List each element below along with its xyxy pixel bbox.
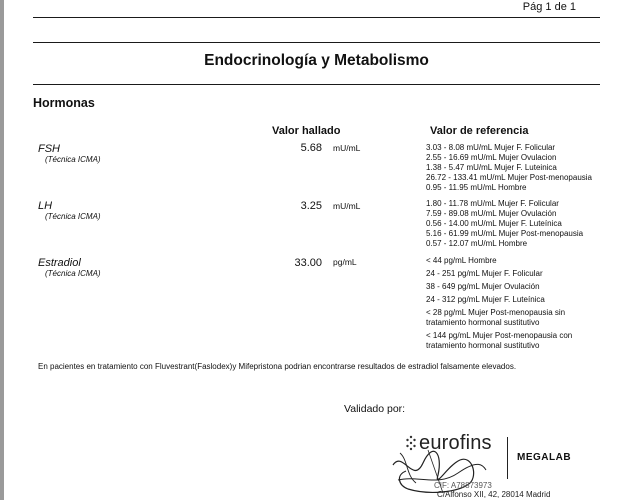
test-name-estradiol: Estradiol xyxy=(38,257,81,269)
test-unit-lh: mU/mL xyxy=(333,201,361,211)
page-edge xyxy=(0,0,4,500)
lab-name: MEGALAB xyxy=(517,452,572,463)
page-number: Pág 1 de 1 xyxy=(522,1,576,13)
reference-item: 24 - 251 pg/mL Mujer F. Folicular xyxy=(426,269,543,278)
test-unit-estradiol: pg/mL xyxy=(333,257,357,267)
test-value-lh: 3.25 xyxy=(300,200,322,212)
reference-item: < 44 pg/mL Hombre xyxy=(426,256,497,265)
reference-list-estradiol xyxy=(426,256,616,351)
test-technique-lh: (Técnica ICMA) xyxy=(45,212,101,221)
reference-item: 2.55 - 16.69 mU/mL Mujer Ovulacion xyxy=(426,153,557,162)
reference-list-fsh xyxy=(426,143,616,193)
reference-item: 0.95 - 11.95 mU/mL Hombre xyxy=(426,183,527,192)
reference-item: 3.03 - 8.08 mU/mL Mujer F. Folicular xyxy=(426,143,556,152)
test-value-estradiol: 33.00 xyxy=(294,257,322,269)
logo-separator xyxy=(507,437,508,479)
test-technique-estradiol: (Técnica ICMA) xyxy=(45,269,101,278)
reference-item: 1.80 - 11.78 mU/mL Mujer F. Folicular xyxy=(426,199,559,208)
test-name-fsh: FSH xyxy=(38,143,60,155)
title-rule-bottom xyxy=(33,84,600,85)
top-rule xyxy=(33,17,600,18)
reference-item: 38 - 649 pg/mL Mujer Ovulación xyxy=(426,282,540,291)
title-rule-top xyxy=(33,42,600,43)
reference-item: 1.38 - 5.47 mU/mL Mujer F. Luteinica xyxy=(426,163,557,172)
test-value-fsh: 5.68 xyxy=(300,142,322,154)
reference-list-lh xyxy=(426,199,616,249)
reference-item: 0.56 - 14.00 mU/mL Mujer F. Luteínica xyxy=(426,219,562,228)
cif-number: CIF: A78873973 xyxy=(434,481,492,490)
reference-item: 5.16 - 61.99 mU/mL Mujer Post-menopausia xyxy=(426,229,584,238)
reference-item: 0.57 - 12.07 mU/mL Hombre xyxy=(426,239,528,248)
section-title: Hormonas xyxy=(33,96,95,110)
lab-address: C/Alfonso XII, 42, 28014 Madrid xyxy=(437,490,551,499)
reference-item: < 28 pg/mL Mujer Post-menopausia sin tratamiento hormonal sustitutivo xyxy=(426,308,566,327)
col-value-header: Valor hallado xyxy=(272,125,341,137)
test-name-lh: LH xyxy=(38,200,53,212)
reference-item: 24 - 312 pg/mL Mujer F. Luteínica xyxy=(426,295,545,304)
reference-item: 7.59 - 89.08 mU/mL Mujer Ovulación xyxy=(426,209,557,218)
col-reference-header: Valor de referencia xyxy=(430,125,529,137)
test-technique-fsh: (Técnica ICMA) xyxy=(45,155,101,164)
logo-text: eurofins xyxy=(419,432,492,454)
clinical-note: En pacientes en tratamiento con Fluvestrant(Faslodex)y Mifepristona podrian encontrarse resultados de estradiol falsamente elevados. xyxy=(38,362,517,371)
validated-by-label: Validado por: xyxy=(344,403,406,415)
reference-item: < 144 pg/mL Mujer Post-menopausia con tratamiento hormonal sustitutivo xyxy=(426,331,573,350)
reference-item: 26.72 - 133.41 mU/mL Mujer Post-menopausia xyxy=(426,173,593,182)
test-unit-fsh: mU/mL xyxy=(333,143,361,153)
report-title: Endocrinología y Metabolismo xyxy=(204,52,429,69)
